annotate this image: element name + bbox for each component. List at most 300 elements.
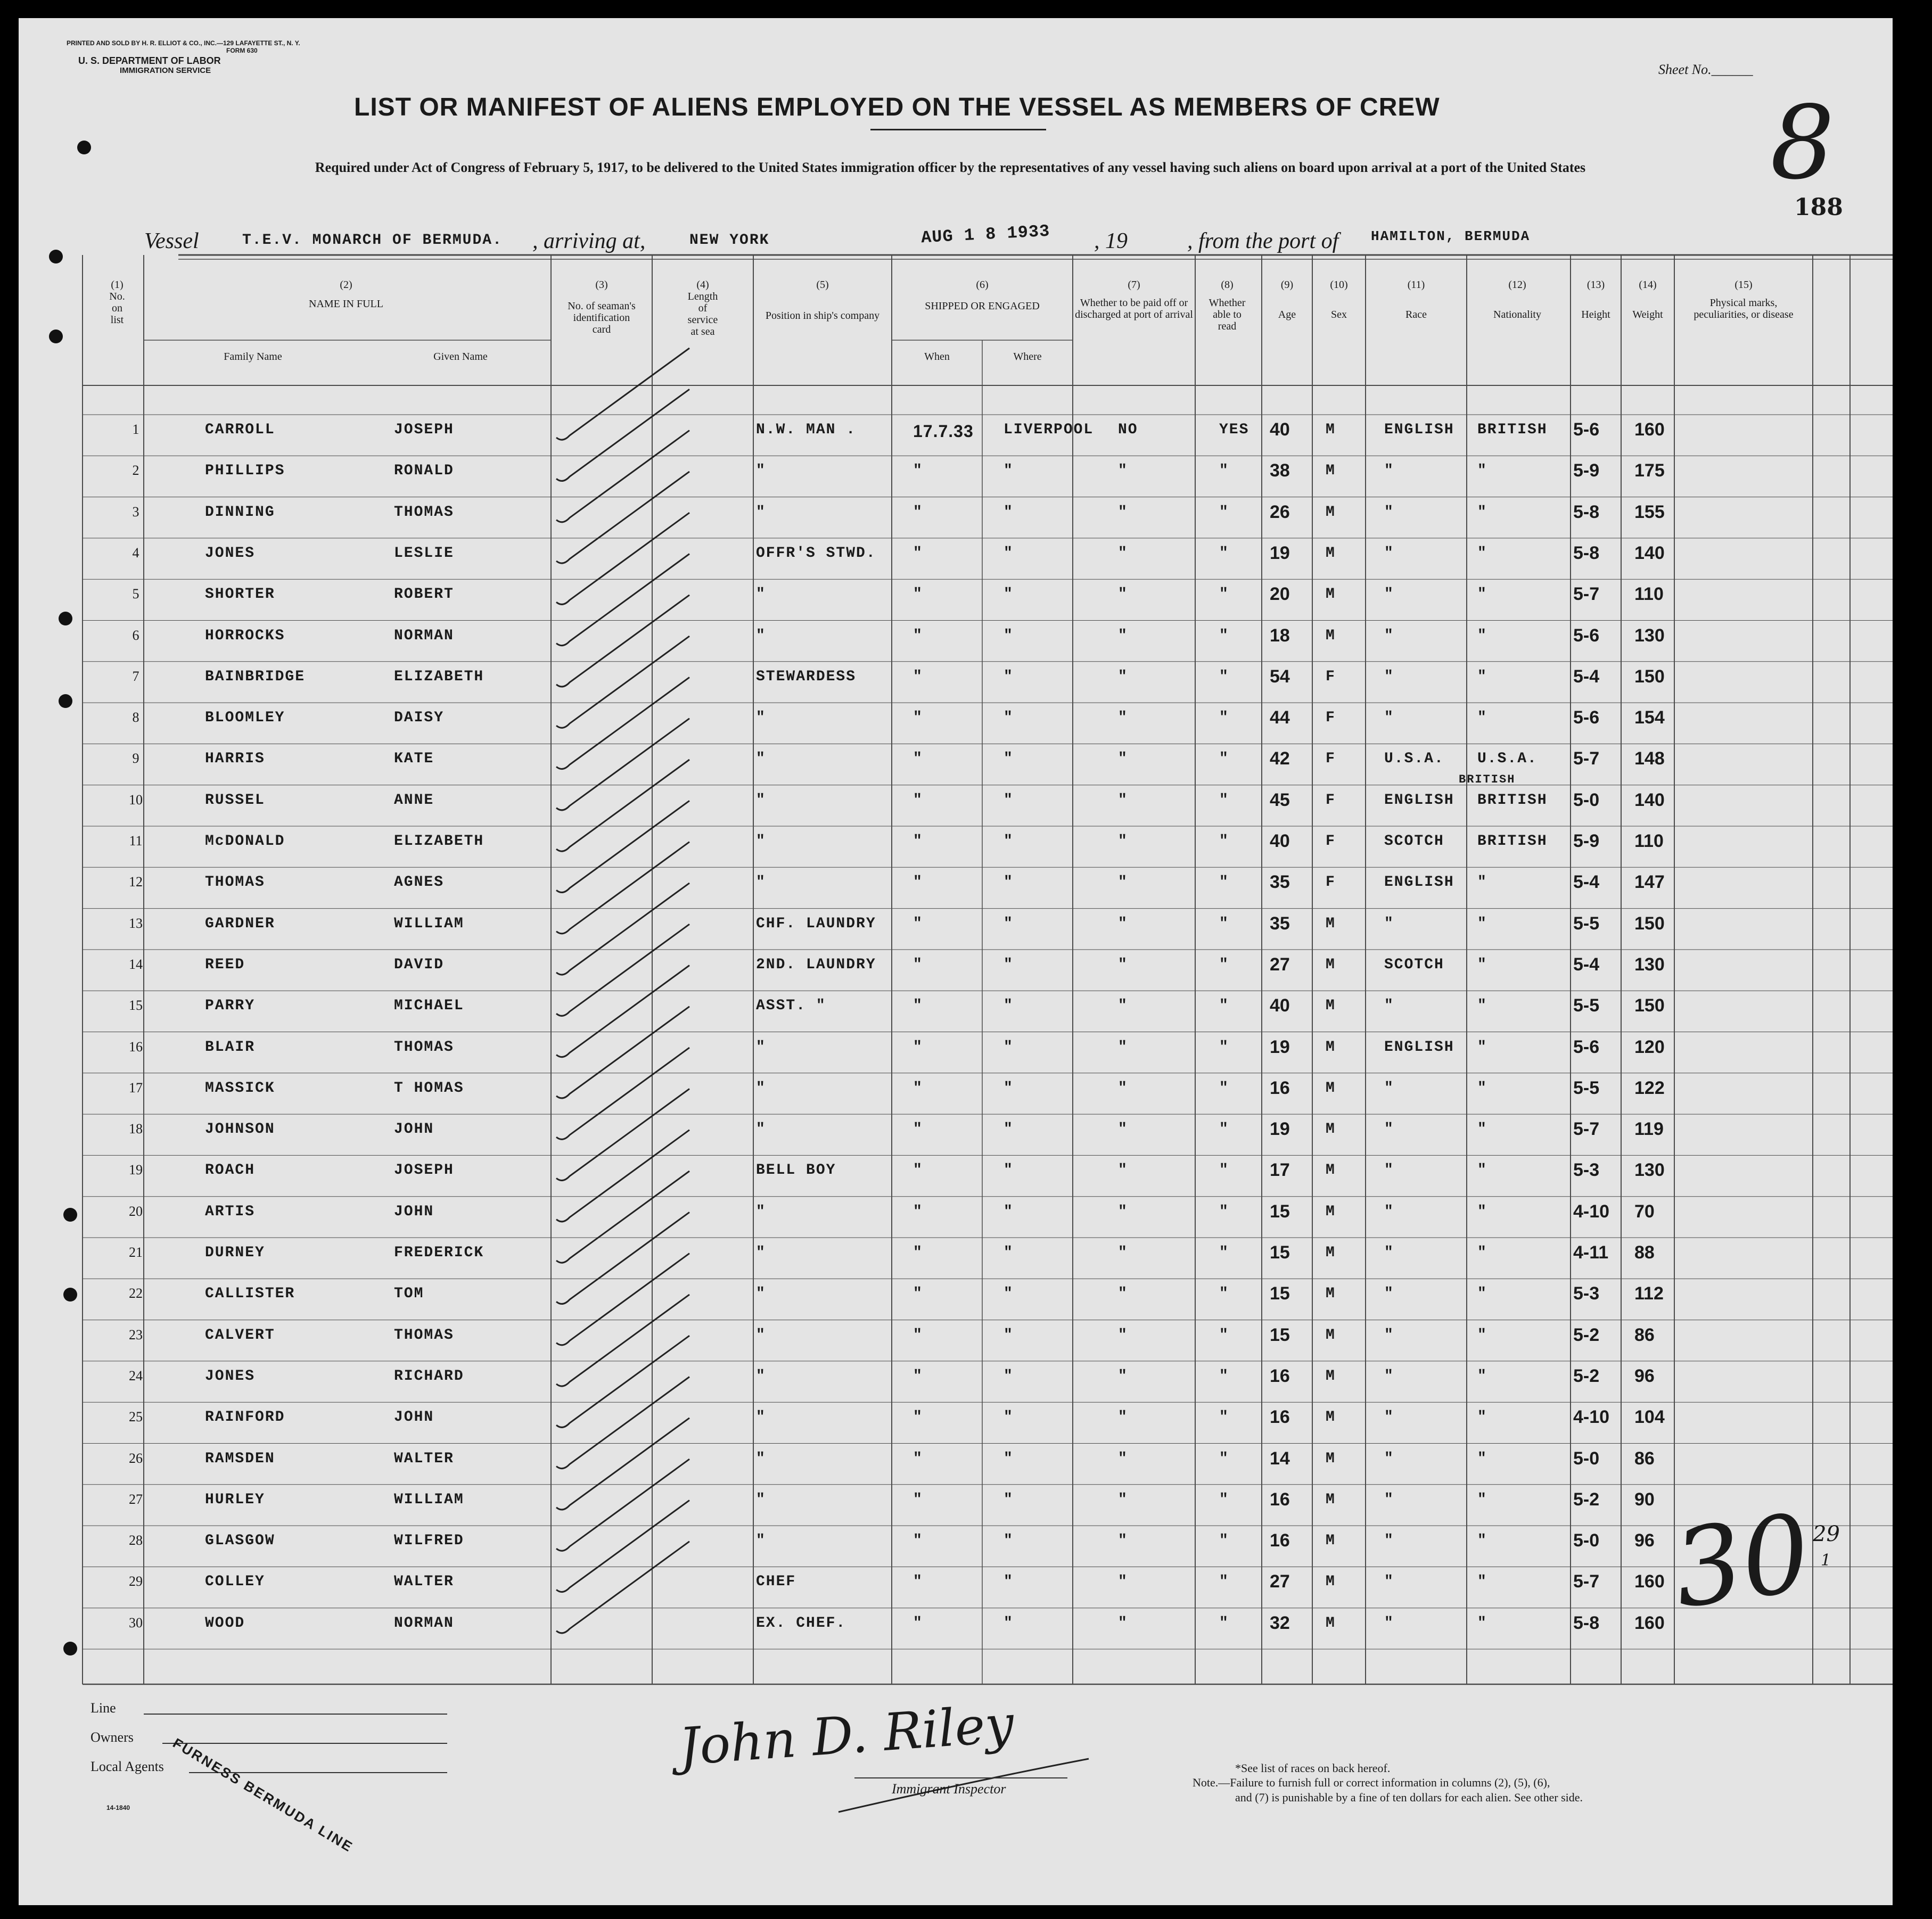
cell-read: " <box>1219 1080 1229 1097</box>
cell-nat: " <box>1477 1080 1487 1097</box>
cell-sex: M <box>1326 998 1336 1015</box>
cell-sex: M <box>1326 1409 1336 1426</box>
check-mark <box>556 760 689 851</box>
cell-read: " <box>1219 668 1229 685</box>
cell-where: " <box>1004 1327 1014 1344</box>
cell-age: 16 <box>1270 1407 1290 1428</box>
cell-paid: " <box>1118 1327 1128 1344</box>
cell-no: 21 <box>129 1245 143 1260</box>
cell-height: 5-5 <box>1573 1077 1600 1098</box>
handwritten-total: 30 <box>1666 1490 1818 1633</box>
cell-where: " <box>1004 1368 1014 1385</box>
cell-weight: 150 <box>1634 913 1665 934</box>
where-header: Where <box>1013 351 1042 363</box>
cell-nat: " <box>1477 586 1487 603</box>
cell-sex: M <box>1326 586 1336 603</box>
check-mark <box>556 1377 689 1469</box>
check-mark <box>556 595 689 687</box>
cell-no: 25 <box>129 1409 143 1425</box>
cell-sex: M <box>1326 956 1336 973</box>
cell-position: " <box>756 1039 766 1056</box>
race-correction-row10: BRITISH <box>1459 773 1516 786</box>
cell-age: 40 <box>1270 831 1290 851</box>
race-note: *See list of races on back hereof. <box>1235 1761 1391 1775</box>
cell-sex: M <box>1326 1327 1336 1344</box>
cell-when: " <box>913 792 923 809</box>
cell-position: STEWARDESS <box>756 668 857 685</box>
cell-nat: " <box>1477 1245 1487 1261</box>
cell-given: ELIZABETH <box>394 668 484 685</box>
cell-age: 14 <box>1270 1448 1290 1469</box>
cell-height: 4-10 <box>1573 1407 1610 1428</box>
table-grid <box>19 18 1893 1905</box>
check-mark <box>556 677 689 769</box>
cell-given: THOMAS <box>394 1327 454 1344</box>
cell-weight: 175 <box>1634 460 1665 481</box>
cell-paid: " <box>1118 1533 1128 1550</box>
manifest-sheet <box>19 18 1893 1905</box>
cell-weight: 130 <box>1634 954 1665 975</box>
cell-nat: " <box>1477 504 1487 521</box>
col-label: Weight <box>1632 309 1663 320</box>
cell-age: 38 <box>1270 460 1290 481</box>
cell-height: 5-4 <box>1573 666 1600 687</box>
cell-read: " <box>1219 956 1229 973</box>
cell-no: 19 <box>129 1162 143 1178</box>
cell-where: " <box>1004 1615 1014 1632</box>
cell-age: 20 <box>1270 584 1290 605</box>
cell-where: " <box>1004 833 1014 850</box>
cell-read: " <box>1219 792 1229 809</box>
cell-age: 54 <box>1270 666 1290 687</box>
cell-weight: 160 <box>1634 1612 1665 1633</box>
check-mark <box>556 1089 689 1180</box>
cell-when: " <box>913 1039 923 1056</box>
cell-nat: " <box>1477 710 1487 727</box>
cell-where: " <box>1004 504 1014 521</box>
col-num: (14) <box>1639 279 1657 291</box>
cell-given: JOHN <box>394 1409 434 1426</box>
cell-no: 6 <box>132 627 139 643</box>
cell-paid: " <box>1118 1080 1128 1097</box>
cell-position: BELL BOY <box>756 1162 836 1179</box>
cell-position: " <box>756 1203 766 1220</box>
cell-race: " <box>1384 1245 1394 1261</box>
cell-nat: " <box>1477 627 1487 644</box>
cell-weight: 120 <box>1634 1036 1665 1057</box>
cell-family: SHORTER <box>205 586 275 603</box>
cell-when: " <box>913 627 923 644</box>
cell-nat: BRITISH <box>1477 422 1548 438</box>
col-label: SHIPPED OR ENGAGED <box>925 300 1040 312</box>
owners-label: Owners <box>91 1729 134 1745</box>
cell-nat: " <box>1477 874 1487 891</box>
cell-race: " <box>1384 1615 1394 1632</box>
cell-paid: " <box>1118 1368 1128 1385</box>
cell-no: 9 <box>132 751 139 767</box>
cell-family: GARDNER <box>205 915 275 932</box>
cell-read: " <box>1219 1121 1229 1138</box>
cell-position: " <box>756 710 766 727</box>
cell-age: 17 <box>1270 1160 1290 1181</box>
col-num: (4) <box>696 279 709 291</box>
cell-height: 5-2 <box>1573 1324 1600 1345</box>
cell-race: U.S.A. <box>1384 751 1444 768</box>
cell-read: " <box>1219 710 1229 727</box>
cell-race: " <box>1384 1121 1394 1138</box>
cell-position: " <box>756 874 766 891</box>
cell-given: WALTER <box>394 1574 454 1591</box>
cell-family: GLASGOW <box>205 1533 275 1550</box>
cell-position: 2ND. LAUNDRY <box>756 956 876 973</box>
cell-race: ENGLISH <box>1384 422 1454 438</box>
cell-race: " <box>1384 1327 1394 1344</box>
cell-nat: " <box>1477 1450 1487 1467</box>
check-mark <box>556 348 689 440</box>
cell-where: " <box>1004 545 1014 562</box>
cell-weight: 110 <box>1634 584 1664 605</box>
cell-no: 23 <box>129 1327 143 1343</box>
cell-family: ARTIS <box>205 1203 256 1220</box>
cell-where: " <box>1004 792 1014 809</box>
cell-given: NORMAN <box>394 1615 454 1632</box>
cell-age: 26 <box>1270 501 1290 522</box>
cell-weight: 155 <box>1634 501 1665 522</box>
cell-when: " <box>913 545 923 562</box>
page-title: LIST OR MANIFEST OF ALIENS EMPLOYED ON THE VESSEL AS MEMBERS OF CREW <box>354 93 1440 121</box>
cell-no: 12 <box>129 874 143 890</box>
cell-age: 19 <box>1270 542 1290 563</box>
sheet-label-text: Sheet No. <box>1658 62 1712 77</box>
cell-race: " <box>1384 1574 1394 1591</box>
local-agents-label: Local Agents <box>91 1759 164 1774</box>
cell-when: " <box>913 586 923 603</box>
cell-nat: U.S.A. <box>1477 751 1538 768</box>
cell-race: SCOTCH <box>1384 833 1444 850</box>
cell-read: " <box>1219 1286 1229 1303</box>
cell-position: " <box>756 1327 766 1344</box>
cell-weight: 148 <box>1634 748 1665 769</box>
cell-position: N.W. MAN . <box>756 422 857 438</box>
col-num: (9) <box>1280 279 1294 291</box>
cell-age: 15 <box>1270 1283 1290 1304</box>
cell-height: 5-8 <box>1573 501 1600 522</box>
cell-race: " <box>1384 627 1394 644</box>
page-subtitle: Required under Act of Congress of February 5, 1917, to be delivered to the United States immigration officer by the representatives of any vessel having such aliens on board upon arrival at a port of the United States <box>315 160 1586 175</box>
cell-read: " <box>1219 545 1229 562</box>
cell-family: HARRIS <box>205 751 265 768</box>
cell-weight: 90 <box>1634 1489 1655 1510</box>
cell-where: " <box>1004 1162 1014 1179</box>
cell-nat: " <box>1477 998 1487 1015</box>
cell-given: FREDERICK <box>394 1245 484 1261</box>
cell-age: 40 <box>1270 995 1290 1016</box>
col-label: Whether able to read <box>1208 297 1246 332</box>
cell-position: " <box>756 627 766 644</box>
cell-where: " <box>1004 998 1014 1015</box>
cell-age: 15 <box>1270 1242 1290 1263</box>
cell-where: " <box>1004 710 1014 727</box>
cell-when: " <box>913 463 923 480</box>
cell-age: 32 <box>1270 1612 1290 1633</box>
cell-race: " <box>1384 545 1394 562</box>
check-mark <box>556 924 689 1016</box>
cell-paid: " <box>1118 833 1128 850</box>
cell-height: 4-10 <box>1573 1201 1610 1222</box>
cell-race: " <box>1384 1162 1394 1179</box>
cell-when: " <box>913 1245 923 1261</box>
col-num: (15) <box>1734 279 1753 291</box>
fine-note-2: and (7) is punishable by a fine of ten dollars for each alien. See other side. <box>1235 1791 1583 1804</box>
cell-race: " <box>1384 1491 1394 1508</box>
cell-race: " <box>1384 1368 1394 1385</box>
cell-family: HURLEY <box>205 1491 265 1508</box>
cell-read: YES <box>1219 422 1249 438</box>
cell-where: " <box>1004 1080 1014 1097</box>
check-mark <box>556 389 689 481</box>
cell-paid: " <box>1118 1245 1128 1261</box>
cell-height: 5-6 <box>1573 625 1600 646</box>
cell-height: 5-2 <box>1573 1489 1600 1510</box>
cell-given: MICHAEL <box>394 998 464 1015</box>
cell-race: " <box>1384 1080 1394 1097</box>
cell-where: " <box>1004 1286 1014 1303</box>
cell-read: " <box>1219 1450 1229 1467</box>
col-label: Sex <box>1331 309 1347 320</box>
col-label: Height <box>1581 309 1610 320</box>
cell-where: " <box>1004 627 1014 644</box>
cell-height: 5-7 <box>1573 1119 1600 1140</box>
cell-position: EX. CHEF. <box>756 1615 846 1632</box>
cell-age: 27 <box>1270 954 1290 975</box>
cell-no: 20 <box>129 1203 143 1219</box>
date-stamp: AUG 1 8 1933 <box>920 221 1051 248</box>
cell-sex: M <box>1326 1203 1336 1220</box>
cell-paid: " <box>1118 463 1128 480</box>
department-label: U. S. DEPARTMENT OF LABOR <box>78 55 221 66</box>
cell-race: ENGLISH <box>1384 874 1454 891</box>
sheet-label: Sheet No.______ <box>1658 62 1753 77</box>
cell-paid: " <box>1118 751 1128 768</box>
cell-given: WILLIAM <box>394 1491 464 1508</box>
cell-read: " <box>1219 1203 1229 1220</box>
col-label: Position in ship's company <box>765 310 880 322</box>
sheet-handwritten-number: 8 <box>1770 84 1835 202</box>
cell-height: 5-4 <box>1573 954 1600 975</box>
cell-given: KATE <box>394 751 434 768</box>
cell-when: 17.7.33 <box>913 422 974 441</box>
cell-race: " <box>1384 586 1394 603</box>
cell-given: WILFRED <box>394 1533 464 1550</box>
cell-position: " <box>756 1450 766 1467</box>
cell-read: " <box>1219 463 1229 480</box>
cell-given: T HOMAS <box>394 1080 464 1097</box>
cell-height: 5-0 <box>1573 1530 1600 1551</box>
cell-sex: M <box>1326 1533 1336 1550</box>
cell-height: 5-6 <box>1573 419 1600 440</box>
cell-when: " <box>913 1080 923 1097</box>
cell-weight: 130 <box>1634 1160 1665 1181</box>
cell-position: " <box>756 1245 766 1261</box>
cell-when: " <box>913 668 923 685</box>
cell-given: AGNES <box>394 874 445 891</box>
cell-paid: " <box>1118 1162 1128 1179</box>
check-mark <box>556 1542 689 1633</box>
cell-weight: 140 <box>1634 542 1665 563</box>
col-label: Nationality <box>1493 309 1541 320</box>
cell-age: 42 <box>1270 748 1290 769</box>
cell-when: " <box>913 1368 923 1385</box>
cell-nat: " <box>1477 1121 1487 1138</box>
cell-no: 16 <box>129 1039 143 1055</box>
cell-when: " <box>913 1615 923 1632</box>
cell-read: " <box>1219 915 1229 932</box>
cell-sex: F <box>1326 710 1336 727</box>
cell-when: " <box>913 1286 923 1303</box>
cell-read: " <box>1219 1574 1229 1591</box>
cell-when: " <box>913 915 923 932</box>
cell-weight: 154 <box>1634 707 1665 728</box>
cell-nat: BRITISH <box>1477 792 1548 809</box>
cell-nat: " <box>1477 1368 1487 1385</box>
cell-no: 29 <box>129 1574 143 1589</box>
col-num: (11) <box>1407 279 1425 291</box>
cell-where: " <box>1004 751 1014 768</box>
cell-sex: M <box>1326 504 1336 521</box>
cell-height: 5-4 <box>1573 872 1600 893</box>
cell-no: 26 <box>129 1450 143 1466</box>
cell-family: REED <box>205 956 245 973</box>
cell-read: " <box>1219 998 1229 1015</box>
cell-nat: " <box>1477 1327 1487 1344</box>
cell-family: HORROCKS <box>205 627 285 644</box>
cell-race: " <box>1384 710 1394 727</box>
cell-family: JONES <box>205 1368 256 1385</box>
cell-age: 16 <box>1270 1530 1290 1551</box>
cell-weight: 96 <box>1634 1530 1655 1551</box>
cell-paid: " <box>1118 1450 1128 1467</box>
check-mark <box>556 1171 689 1263</box>
year-label: , 19 <box>1094 229 1128 253</box>
cell-age: 15 <box>1270 1324 1290 1345</box>
cell-position: " <box>756 833 766 850</box>
check-mark <box>556 431 689 522</box>
cell-position: ASST. " <box>756 998 826 1015</box>
cell-nat: " <box>1477 463 1487 480</box>
cell-when: " <box>913 751 923 768</box>
cell-nat: " <box>1477 915 1487 932</box>
when-header: When <box>924 351 950 363</box>
cell-race: ENGLISH <box>1384 792 1454 809</box>
cell-given: DAVID <box>394 956 445 973</box>
cell-paid: " <box>1118 1574 1128 1591</box>
cell-read: " <box>1219 874 1229 891</box>
cell-given: ELIZABETH <box>394 833 484 850</box>
cell-no: 8 <box>132 710 139 726</box>
cell-height: 5-7 <box>1573 584 1600 605</box>
cell-where: " <box>1004 1574 1014 1591</box>
cell-where: LIVERPOOL <box>1004 422 1094 438</box>
cell-no: 10 <box>129 792 143 808</box>
cell-family: THOMAS <box>205 874 265 891</box>
cell-race: " <box>1384 1409 1394 1426</box>
cell-no: 1 <box>132 422 139 437</box>
cell-height: 4-11 <box>1573 1242 1609 1263</box>
cell-when: " <box>913 1491 923 1508</box>
cell-age: 35 <box>1270 913 1290 934</box>
cell-paid: " <box>1118 792 1128 809</box>
cell-no: 17 <box>129 1080 143 1096</box>
cell-age: 16 <box>1270 1365 1290 1386</box>
cell-position: " <box>756 1409 766 1426</box>
cell-sex: F <box>1326 792 1336 809</box>
cell-weight: 119 <box>1634 1119 1664 1140</box>
cell-sex: M <box>1326 545 1336 562</box>
cell-position: " <box>756 1121 766 1138</box>
cell-where: " <box>1004 1491 1014 1508</box>
cell-given: ROBERT <box>394 586 454 603</box>
cell-weight: 86 <box>1634 1448 1655 1469</box>
cell-race: " <box>1384 998 1394 1015</box>
cell-sex: M <box>1326 1080 1336 1097</box>
cell-no: 24 <box>129 1368 143 1383</box>
cell-age: 40 <box>1270 419 1290 440</box>
cell-no: 14 <box>129 956 143 972</box>
check-mark <box>556 1048 689 1139</box>
cell-nat: " <box>1477 1615 1487 1632</box>
cell-where: " <box>1004 463 1014 480</box>
cell-sex: F <box>1326 874 1336 891</box>
cell-nat: " <box>1477 1409 1487 1426</box>
cell-where: " <box>1004 956 1014 973</box>
side-note-top: 29 <box>1813 1522 1840 1546</box>
cell-nat: " <box>1477 545 1487 562</box>
cell-read: " <box>1219 1615 1229 1632</box>
cell-position: " <box>756 504 766 521</box>
cell-weight: 130 <box>1634 625 1665 646</box>
cell-given: RONALD <box>394 463 454 480</box>
check-mark <box>556 1500 689 1592</box>
cell-height: 5-3 <box>1573 1283 1600 1304</box>
cell-weight: 112 <box>1634 1283 1664 1304</box>
cell-height: 5-7 <box>1573 1571 1600 1592</box>
cell-where: " <box>1004 1121 1014 1138</box>
cell-when: " <box>913 1574 923 1591</box>
cell-read: " <box>1219 1533 1229 1550</box>
cell-nat: " <box>1477 668 1487 685</box>
cell-when: " <box>913 1533 923 1550</box>
cell-family: DINNING <box>205 504 275 521</box>
cell-race: " <box>1384 1203 1394 1220</box>
col-num: (10) <box>1330 279 1348 291</box>
cell-paid: " <box>1118 1615 1128 1632</box>
col-num: (8) <box>1221 279 1234 291</box>
cell-race: " <box>1384 1286 1394 1303</box>
cell-paid: " <box>1118 545 1128 562</box>
company-stamp: FURNESS BERMUDA LINE <box>170 1735 357 1856</box>
cell-no: 4 <box>132 545 139 561</box>
cell-height: 5-2 <box>1573 1365 1600 1386</box>
cell-given: THOMAS <box>394 1039 454 1056</box>
cell-when: " <box>913 833 923 850</box>
signature-rule <box>854 1777 1067 1778</box>
cell-no: 15 <box>129 998 143 1014</box>
cell-no: 30 <box>129 1615 143 1630</box>
cell-height: 5-0 <box>1573 789 1600 810</box>
cell-no: 2 <box>132 463 139 479</box>
cell-given: LESLIE <box>394 545 454 562</box>
cell-when: " <box>913 504 923 521</box>
